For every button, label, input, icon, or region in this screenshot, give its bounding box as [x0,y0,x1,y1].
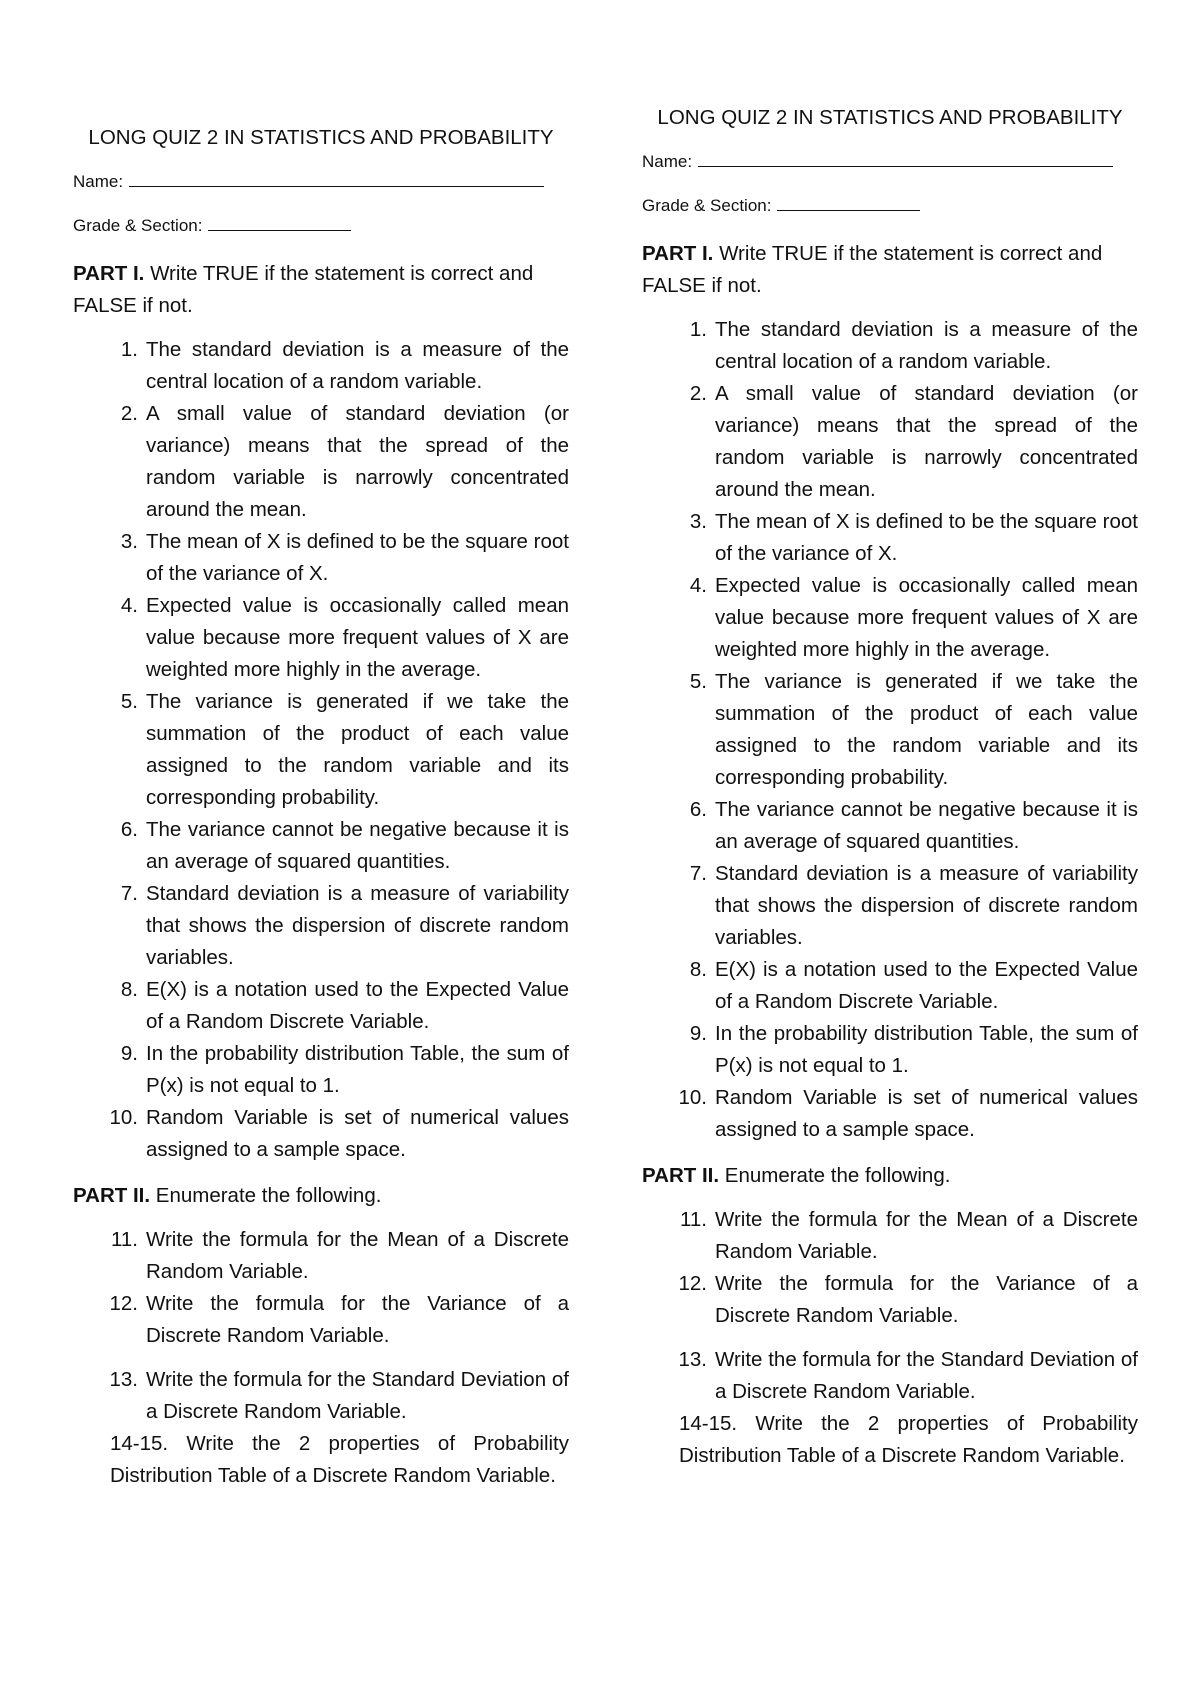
list-item: 8. E(X) is a notation used to the Expected Value of a Random Discrete Variable. [120,978,569,1033]
list-item: 9. In the probability distribution Table, the sum of P(x) is not equal to 1. [689,1022,1138,1077]
part2-label: PART II. [73,1184,151,1207]
list-item: 1. The standard deviation is a measure of the central location of a random variable. [689,318,1138,373]
list-item: 7. Standard deviation is a measure of variability that shows the dispersion of discrete random variables. [689,862,1138,949]
quiz-copy-right [642,104,1138,1472]
part1-instruction: Write TRUE if the statement is correct and FALSE if not. [73,262,534,317]
list-item: 2. A small value of standard deviation (or variance) means that the spread of the random variable is narrowly concentrated around the mean. [120,402,569,521]
quiz-title: LONG QUIZ 2 IN STATISTICS AND PROBABILITY [657,106,1123,129]
list-item: 11. Write the formula for the Mean of a Discrete Random Variable. [680,1208,1138,1263]
list-item: 13. Write the formula for the Standard Deviation of a Discrete Random Variable. [678,1348,1138,1403]
part2-heading [642,1160,1138,1192]
name-label: Name: [73,172,124,191]
part2-item-14-15: 14-15. Write the 2 properties of Probability Distribution Table of a Discrete Random Variable. [110,1432,569,1487]
part1-list [642,314,1138,1146]
list-item: 13. Write the formula for the Standard Deviation of a Discrete Random Variable. [109,1368,569,1423]
grade-section-label: Grade & Section: [642,196,772,215]
list-item: 4. Expected value is occasionally called mean value because more frequent values of X are weighted more highly in the average. [120,594,569,681]
quiz-title: LONG QUIZ 2 IN STATISTICS AND PROBABILITY [88,126,554,149]
part2-instruction: Enumerate the following. [155,1184,382,1207]
part1-instruction: Write TRUE if the statement is correct and FALSE if not. [642,242,1103,297]
name-field [73,170,569,194]
list-item: 6. The variance cannot be negative because it is an average of squared quantities. [689,798,1138,853]
part2-label: PART II. [642,1164,720,1187]
list-item: 8. E(X) is a notation used to the Expected Value of a Random Discrete Variable. [689,958,1138,1013]
part2-item-14-15: 14-15. Write the 2 properties of Probability Distribution Table of a Discrete Random Variable. [679,1412,1138,1467]
list-item: 10. Random Variable is set of numerical values assigned to a sample space. [678,1086,1138,1141]
list-item: 2. A small value of standard deviation (or variance) means that the spread of the random variable is narrowly concentrated around the mean. [689,382,1138,501]
list-item: 12. Write the formula for the Variance of a Discrete Random Variable. [109,1292,569,1347]
list-item: 11. Write the formula for the Mean of a Discrete Random Variable. [111,1228,569,1283]
list-item: 3. The mean of X is defined to be the square root of the variance of X. [120,530,569,585]
part2-instruction: Enumerate the following. [724,1164,951,1187]
list-item: 7. Standard deviation is a measure of variability that shows the dispersion of discrete random variables. [120,882,569,969]
part1-heading [73,258,569,322]
list-item: 12. Write the formula for the Variance of a Discrete Random Variable. [678,1272,1138,1327]
part1-list [73,334,569,1166]
part1-heading [642,238,1138,302]
grade-section-blank-line[interactable] [777,209,920,211]
part1-label: PART I. [73,262,145,285]
list-item: 6. The variance cannot be negative because it is an average of squared quantities. [120,818,569,873]
list-item: 5. The variance is generated if we take the summation of the product of each value assigned to the random variable and its corresponding probability. [120,690,569,809]
part2-heading [73,1180,569,1212]
list-item: 5. The variance is generated if we take the summation of the product of each value assigned to the random variable and its corresponding probability. [689,670,1138,789]
grade-section-label: Grade & Section: [73,216,203,235]
part1-label: PART I. [642,242,714,265]
grade-section-field [642,194,1138,218]
quiz-copy-left [73,124,569,1492]
name-blank-line[interactable] [698,165,1113,167]
grade-section-blank-line[interactable] [208,229,351,231]
list-item: 9. In the probability distribution Table, the sum of P(x) is not equal to 1. [120,1042,569,1097]
name-field [642,150,1138,174]
list-item: 3. The mean of X is defined to be the square root of the variance of X. [689,510,1138,565]
name-label: Name: [642,152,693,171]
part2-list [642,1204,1138,1408]
list-item: 4. Expected value is occasionally called mean value because more frequent values of X are weighted more highly in the average. [689,574,1138,661]
list-item: 1. The standard deviation is a measure of the central location of a random variable. [120,338,569,393]
list-item: 10. Random Variable is set of numerical values assigned to a sample space. [109,1106,569,1161]
name-blank-line[interactable] [129,185,544,187]
part2-list [73,1224,569,1428]
grade-section-field [73,214,569,238]
